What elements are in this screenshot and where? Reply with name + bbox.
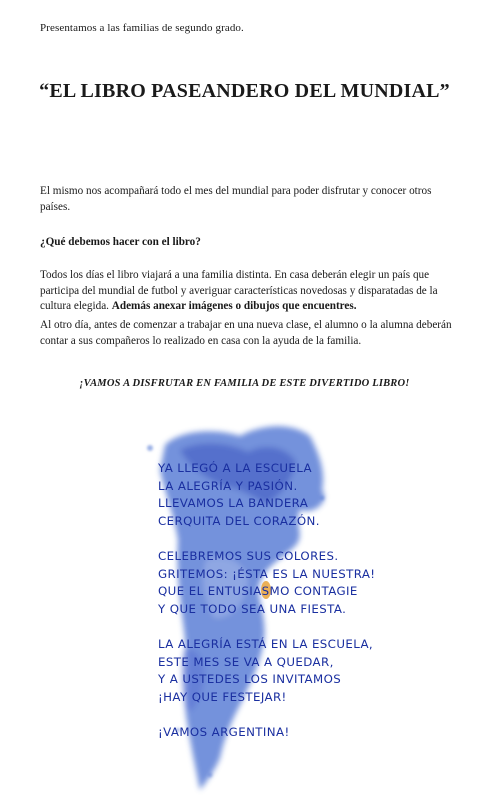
poem-line: LA ALEGRÍA ESTÁ EN LA ESCUELA, [158,636,374,651]
poem-line: ¡HAY QUE FESTEJAR! [158,689,287,704]
poem-line: Y QUE TODO SEA UNA FIESTA. [158,601,347,616]
poem-line: LLEVAMOS LA BANDERA [158,496,309,511]
poem-line: LA ALEGRÍA Y PASIÓN. [158,478,298,493]
question-heading: ¿Qué debemos hacer con el libro? [40,236,201,248]
paragraph-next-day: Al otro día, antes de comenzar a trabajar en una nueva clase, el alumno o la alumna deberán contar a sus compañeros lo realizado en casa con la ayuda de la familia. [40,319,452,347]
page-title: “EL LIBRO PASEANDERO DEL MUNDIAL” [39,80,450,102]
poem-line: ¡VAMOS ARGENTINA! [158,724,290,739]
poem-stanza [158,636,375,706]
poem-line: ESTE MES SE VA A QUEDAR, [158,654,334,669]
poem [158,460,375,742]
poem-stanza [158,548,375,618]
poem-stanza [158,724,375,742]
poem-line: GRITEMOS: ¡ÉSTA ES LA NUESTRA! [158,566,376,581]
slogan: ¡VAMOS A DISFRUTAR EN FAMILIA DE ESTE DIVERTIDO LIBRO! [79,378,410,389]
poem-line: YA LLEGÓ A LA ESCUELA [158,461,312,475]
paragraph-instructions-bold: Además anexar imágenes o dibujos que encuentres. [111,300,357,312]
poem-line: Y A USTEDES LOS INVITAMOS [158,672,342,687]
paragraph-intro: El mismo nos acompañará todo el mes del mundial para poder disfrutar y conocer otros países. [40,185,432,213]
intro-line: Presentamos a las familias de segundo grado. [40,22,244,34]
poem-stanza [158,460,375,530]
poem-line: CELEBREMOS SUS COLORES. [158,548,339,563]
paragraph-instructions-main: Todos los días el libro viajará a una familia distinta. En casa deberán elegir un país que participa del mundial de futbol y averiguar características novedosas y disparatadas de la cultura elegida. [40,269,438,312]
poem-line: QUE EL ENTUSIASMO CONTAGIE [158,584,358,599]
poem-line: CERQUITA DEL CORAZÓN. [158,513,320,528]
